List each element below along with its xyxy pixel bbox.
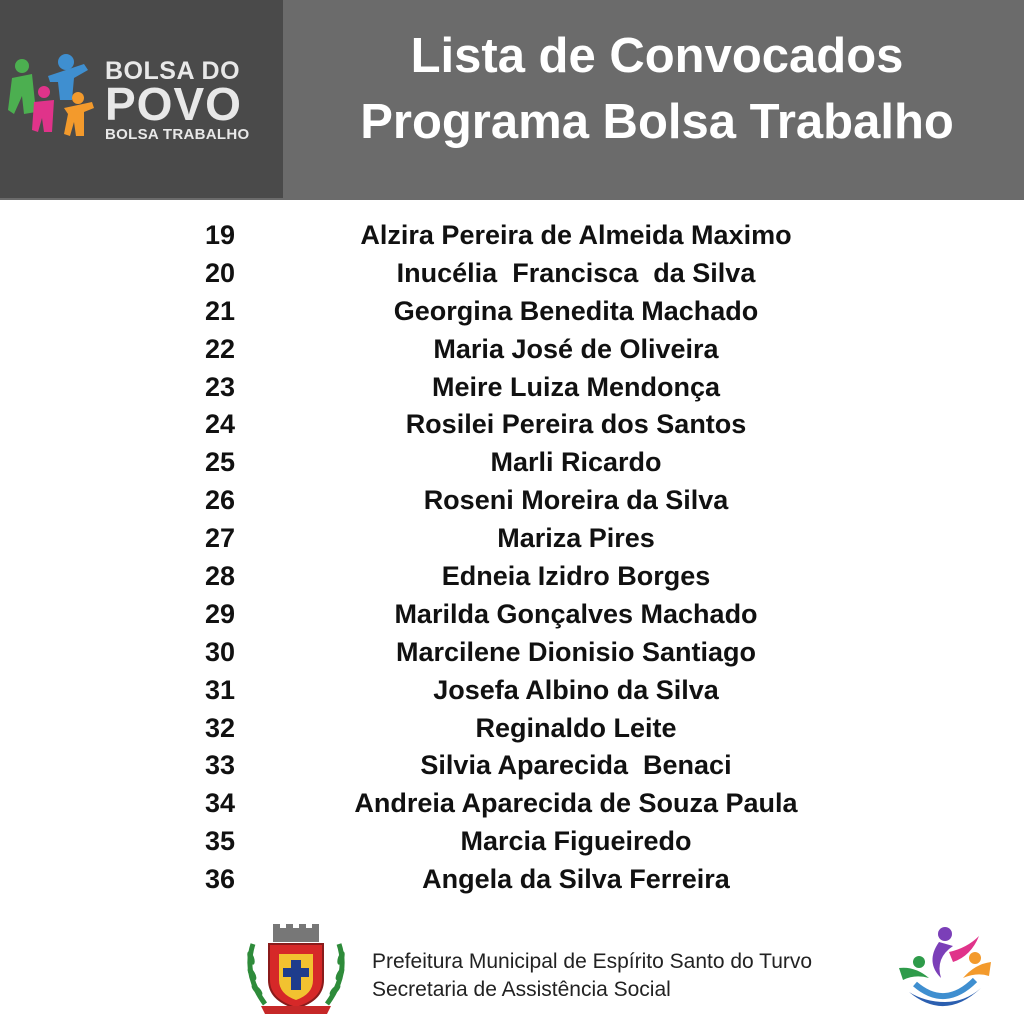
- list-item-number: 19: [204, 220, 236, 250]
- list-item: [0, 861, 1024, 899]
- list-item: [0, 823, 1024, 861]
- list-item-name: Josefa Albino da Silva: [433, 674, 719, 705]
- list-item: [0, 444, 1024, 482]
- list-item-name: Marcia Figueiredo: [460, 826, 692, 857]
- list-item-name: Mariza Pires: [497, 523, 655, 554]
- list-item: [0, 406, 1024, 444]
- list-item: [0, 710, 1024, 748]
- list-item-name: Alzira Pereira de Almeida Maximo: [360, 220, 792, 250]
- municipal-coat-of-arms-icon: [243, 924, 349, 1016]
- list-item-number: 30: [204, 636, 236, 667]
- list-item-name: Marcilene Dionisio Santiago: [395, 636, 757, 667]
- list-item-name: Georgina Benedita Machado: [393, 295, 759, 326]
- list-item-name: Rosilei Pereira dos Santos: [405, 409, 747, 440]
- list-item-name: Andreia Aparecida de Souza Paula: [354, 788, 798, 819]
- list-item: [0, 482, 1024, 520]
- list-item: [0, 747, 1024, 785]
- list-item: [0, 520, 1024, 558]
- list-item-number: 32: [204, 712, 236, 743]
- list-item-name: Meire Luiza Mendonça: [431, 371, 721, 402]
- list-item: [0, 255, 1024, 293]
- list-item-number: 28: [204, 561, 236, 592]
- list-item-number: 20: [204, 257, 236, 288]
- logo-line-1: BOLSA DO: [105, 57, 241, 85]
- list-item-number: 21: [204, 295, 236, 326]
- list-item-name: Roseni Moreira da Silva: [423, 485, 729, 516]
- bolsa-do-povo-logo: [0, 0, 283, 198]
- list-item: [0, 369, 1024, 407]
- list-item-number: 31: [204, 674, 236, 705]
- header-banner: [0, 0, 1024, 200]
- list-item-name: Marli Ricardo: [490, 447, 662, 478]
- list-item: [0, 217, 1024, 255]
- list-item-name: Reginaldo Leite: [475, 712, 677, 743]
- logo-line-3: BOLSA TRABALHO: [105, 126, 250, 143]
- footer-line-2: Secretaria de Assistência Social: [372, 978, 671, 1001]
- footer-credits: [372, 948, 812, 1004]
- list-item-number: 36: [204, 864, 236, 895]
- list-item-number: 22: [204, 333, 236, 364]
- list-item: [0, 293, 1024, 331]
- list-item-number: 34: [204, 788, 236, 819]
- list-item-number: 35: [204, 826, 236, 857]
- logo-line-2: POVO: [105, 78, 242, 130]
- logo-wordmark: [105, 58, 249, 144]
- list-item: [0, 785, 1024, 823]
- family-figures-icon: [8, 52, 98, 142]
- list-item-name: Silvia Aparecida Benaci: [420, 750, 732, 781]
- list-item: [0, 331, 1024, 369]
- page-title-line-1: Lista de Convocados: [410, 29, 904, 83]
- list-item-name: Angela da Silva Ferreira: [422, 864, 730, 895]
- social-assistance-logo-icon: [895, 922, 995, 1014]
- list-item: [0, 558, 1024, 596]
- page-title-line-2: Programa Bolsa Trabalho: [360, 95, 954, 149]
- list-item: [0, 634, 1024, 672]
- list-item-name: Maria José de Oliveira: [433, 333, 719, 364]
- list-item-number: 33: [204, 750, 236, 781]
- footer-line-1: Prefeitura Municipal de Espírito Santo do Turvo: [372, 950, 813, 973]
- list-item: [0, 672, 1024, 710]
- list-item-number: 27: [204, 523, 236, 554]
- list-item-number: 29: [204, 598, 236, 629]
- list-item-number: 23: [204, 371, 236, 402]
- convocados-list: [0, 217, 1024, 899]
- list-item-name: Marilda Gonçalves Machado: [394, 598, 758, 629]
- list-item-name: Inucélia Francisca da Silva: [396, 257, 756, 288]
- list-item-number: 24: [204, 409, 236, 440]
- list-item-number: 25: [204, 447, 236, 478]
- list-item: [0, 596, 1024, 634]
- list-item-number: 26: [204, 485, 236, 516]
- list-item-name: Edneia Izidro Borges: [441, 561, 711, 592]
